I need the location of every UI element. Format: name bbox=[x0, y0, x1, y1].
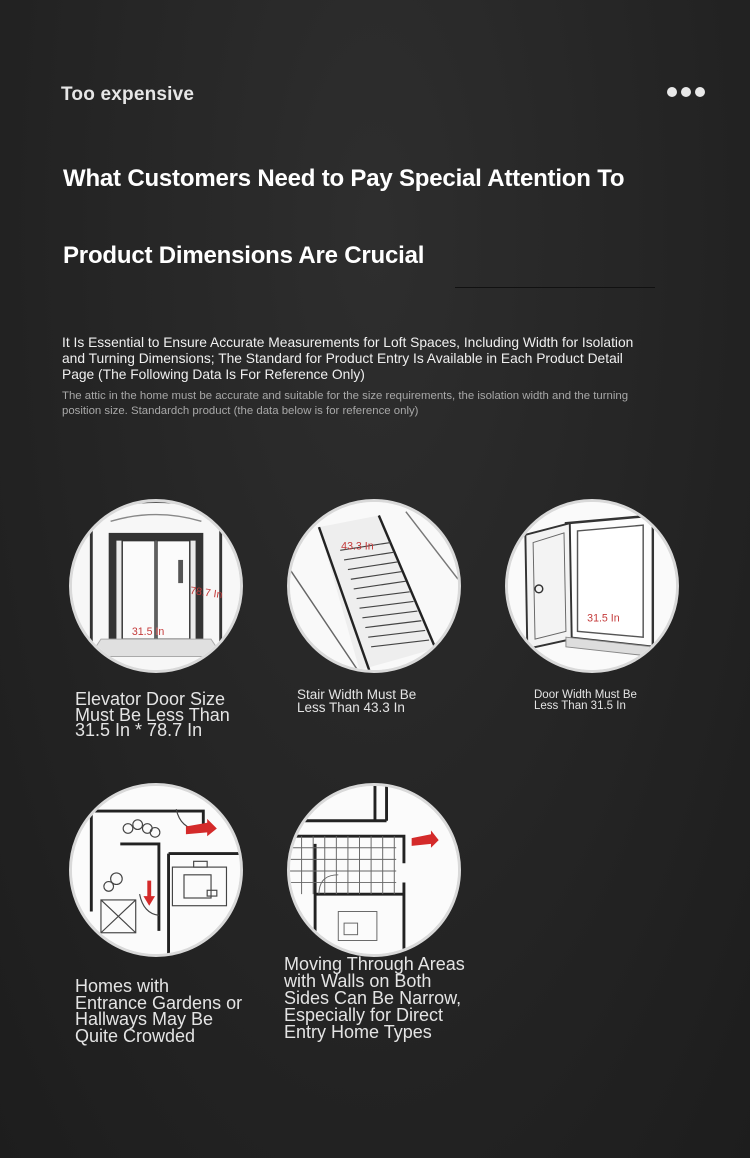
elevator-width-label: 31.5 In bbox=[131, 626, 165, 639]
divider bbox=[455, 287, 655, 288]
headline-line-1: What Customers Need to Pay Special Attention To bbox=[63, 165, 625, 192]
caption-entrance-garden: Homes with Entrance Gardens or Hallways May Be Quite Crowded bbox=[75, 976, 243, 1046]
caption-door: Door Width Must Be Less Than 31.5 In bbox=[534, 689, 637, 712]
headline-line-2: Product Dimensions Are Crucial bbox=[63, 242, 425, 269]
intro-secondary-paragraph: The attic in the home must be accurate and suitable for the size requirements, the isolation width and the turning position size. Standardch product (the data below is for reference only) bbox=[62, 390, 629, 417]
door-width-illustration bbox=[505, 499, 679, 673]
intro-paragraph: It Is Essential to Ensure Accurate Measurements for Loft Spaces, Including Width for Isolation and Turning Dimensions; The Standard for Product Entry Is Available in Each Product Detail Page (The Following Data Is For Reference Only) bbox=[62, 335, 634, 382]
caption-stairs: Stair Width Must Be Less Than 43.3 In bbox=[297, 687, 417, 715]
narrow-hallway-floorplan-illustration bbox=[287, 783, 461, 957]
door-width-label: 31.5 In bbox=[587, 612, 620, 625]
page-title: Too expensive bbox=[61, 84, 195, 105]
stair-width-label: 43.3 In bbox=[341, 540, 374, 553]
elevator-door-illustration bbox=[69, 499, 243, 673]
stair-width-illustration bbox=[287, 499, 461, 673]
caption-elevator: Elevator Door Size Must Be Less Than 31.5 In * 78.7 In bbox=[75, 689, 230, 740]
more-dots-icon[interactable] bbox=[667, 87, 705, 97]
elevator-height-label: 78.7 In bbox=[189, 584, 224, 602]
top-bar bbox=[0, 0, 750, 140]
entrance-garden-floorplan-illustration bbox=[69, 783, 243, 957]
caption-narrow-walls: Moving Through Areas with Walls on Both Sides Can Be Narrow, Especially for Direct Entry Home Types bbox=[284, 954, 465, 1042]
